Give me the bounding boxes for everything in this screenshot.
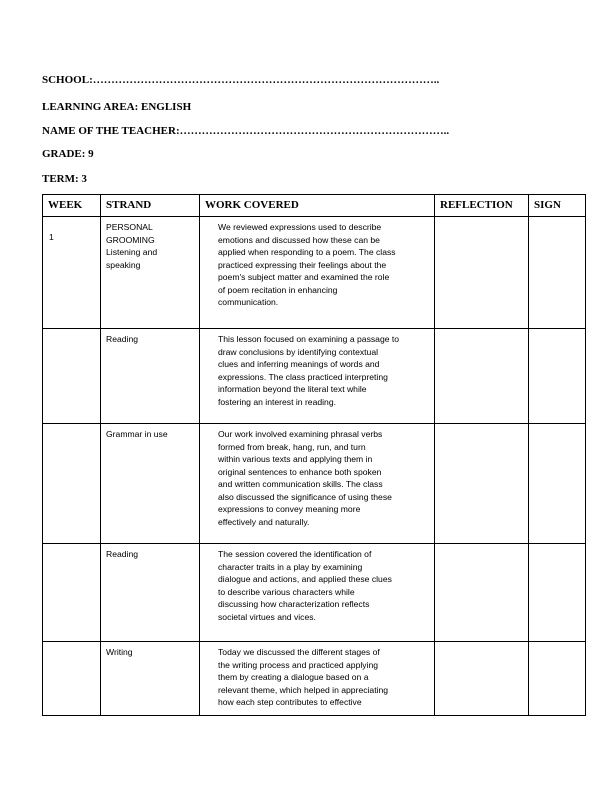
grade-field: GRADE: 9: [42, 148, 94, 160]
teacher-name-field: NAME OF THE TEACHER:………………………………………………………………..: [42, 125, 450, 137]
week-number: [43, 424, 100, 438]
text-line: Today we discussed the different stages of: [218, 647, 380, 657]
text-line: poem's subject matter and examined the role: [218, 272, 390, 282]
school-field: SCHOOL:…………………………………………………………………………………..: [42, 74, 440, 86]
table-row: [43, 424, 586, 544]
text-line: PERSONAL: [106, 222, 153, 232]
column-header-sign: SIGN: [529, 195, 586, 217]
text-line: Grammar in use: [106, 429, 168, 439]
text-line: character traits in a play by examining: [218, 561, 363, 572]
week-number: 1: [49, 232, 54, 242]
table-header-row: [43, 195, 586, 217]
strand-cell: [101, 642, 200, 716]
strand-cell: [101, 424, 200, 544]
text-line: speaking: [106, 259, 141, 270]
sign-cell: [529, 329, 586, 424]
reflection-cell: [435, 642, 529, 716]
sign-cell: [529, 217, 586, 329]
text-line: Writing: [106, 647, 133, 657]
text-line: expressions to convey meaning more: [218, 504, 361, 514]
reflection-cell: [435, 217, 529, 329]
strand-cell: [101, 544, 200, 642]
work-covered-cell: [200, 642, 435, 716]
column-header-work-covered: WORK COVERED: [200, 195, 435, 217]
text-line: within various texts and applying them in: [218, 454, 373, 464]
text-line: to describe various characters while: [218, 586, 355, 597]
text-line: fostering an interest in reading.: [218, 396, 336, 407]
strand-cell: [101, 217, 200, 329]
reflection-cell: [435, 544, 529, 642]
text-line: practiced expressing their feelings about the: [218, 259, 387, 270]
reflection-cell: [435, 424, 529, 544]
week-number: [43, 329, 100, 343]
text-line: also discussed the significance of using these: [218, 491, 392, 502]
text-line: societal virtues and vices.: [218, 611, 316, 622]
reflection-cell: [435, 329, 529, 424]
week-cell: [43, 424, 101, 544]
week-cell: [43, 544, 101, 642]
table-row: [43, 544, 586, 642]
text-line: Listening and: [106, 247, 158, 257]
column-header-reflection: REFLECTION: [435, 195, 529, 217]
text-line: the writing process and practiced applying: [218, 659, 379, 670]
text-line: Our work involved examining phrasal verbs: [218, 429, 383, 439]
record-of-work-table: [42, 194, 586, 716]
text-line: The session covered the identification of: [218, 549, 372, 559]
text-line: and written communication skills. The class: [218, 479, 383, 489]
week-cell: [43, 329, 101, 424]
text-line: emotions and discussed how these can be: [218, 234, 380, 245]
sign-cell: [529, 544, 586, 642]
work-covered-cell: [200, 424, 435, 544]
text-line: of poem recitation in enhancing: [218, 284, 338, 295]
text-line: dialogue and actions, and applied these clues: [218, 574, 392, 584]
week-cell: [43, 642, 101, 716]
week-number: [43, 544, 100, 558]
learning-area-field: LEARNING AREA: ENGLISH: [42, 101, 192, 113]
table-row: [43, 217, 586, 329]
week-cell: [43, 217, 101, 329]
strand-cell: [101, 329, 200, 424]
text-line: communication.: [218, 297, 279, 307]
text-line: clues and inferring meanings of words and: [218, 359, 380, 369]
text-line: discussing how characterization reflects: [218, 599, 370, 609]
text-line: how each step contributes to effective: [218, 697, 362, 707]
text-line: information beyond the literal text while: [218, 384, 367, 394]
text-line: This lesson focused on examining a passage to: [218, 334, 400, 344]
work-covered-cell: [200, 217, 435, 329]
column-header-strand: STRAND: [101, 195, 200, 217]
text-line: Reading: [106, 334, 139, 344]
text-line: Reading: [106, 549, 139, 559]
week-number: [43, 642, 100, 656]
work-covered-cell: [200, 329, 435, 424]
text-line: formed from break, hang, run, and turn: [218, 441, 366, 452]
table-row: [43, 642, 586, 716]
text-line: expressions. The class practiced interpreting: [218, 371, 388, 382]
text-line: them by creating a dialogue based on a: [218, 672, 369, 682]
text-line: applied when responding to a poem. The class: [218, 247, 396, 257]
work-covered-cell: [200, 544, 435, 642]
column-header-week: WEEK: [43, 195, 101, 217]
text-line: effectively and naturally.: [218, 516, 310, 527]
text-line: draw conclusions by identifying contextual: [218, 346, 379, 357]
sign-cell: [529, 642, 586, 716]
term-field: TERM: 3: [42, 173, 87, 185]
text-line: original sentences to enhance both spoken: [218, 466, 382, 477]
text-line: We reviewed expressions used to describe: [218, 222, 382, 232]
table-row: [43, 329, 586, 424]
sign-cell: [529, 424, 586, 544]
text-line: GROOMING: [106, 234, 155, 245]
text-line: relevant theme, which helped in appreciating: [218, 684, 389, 695]
